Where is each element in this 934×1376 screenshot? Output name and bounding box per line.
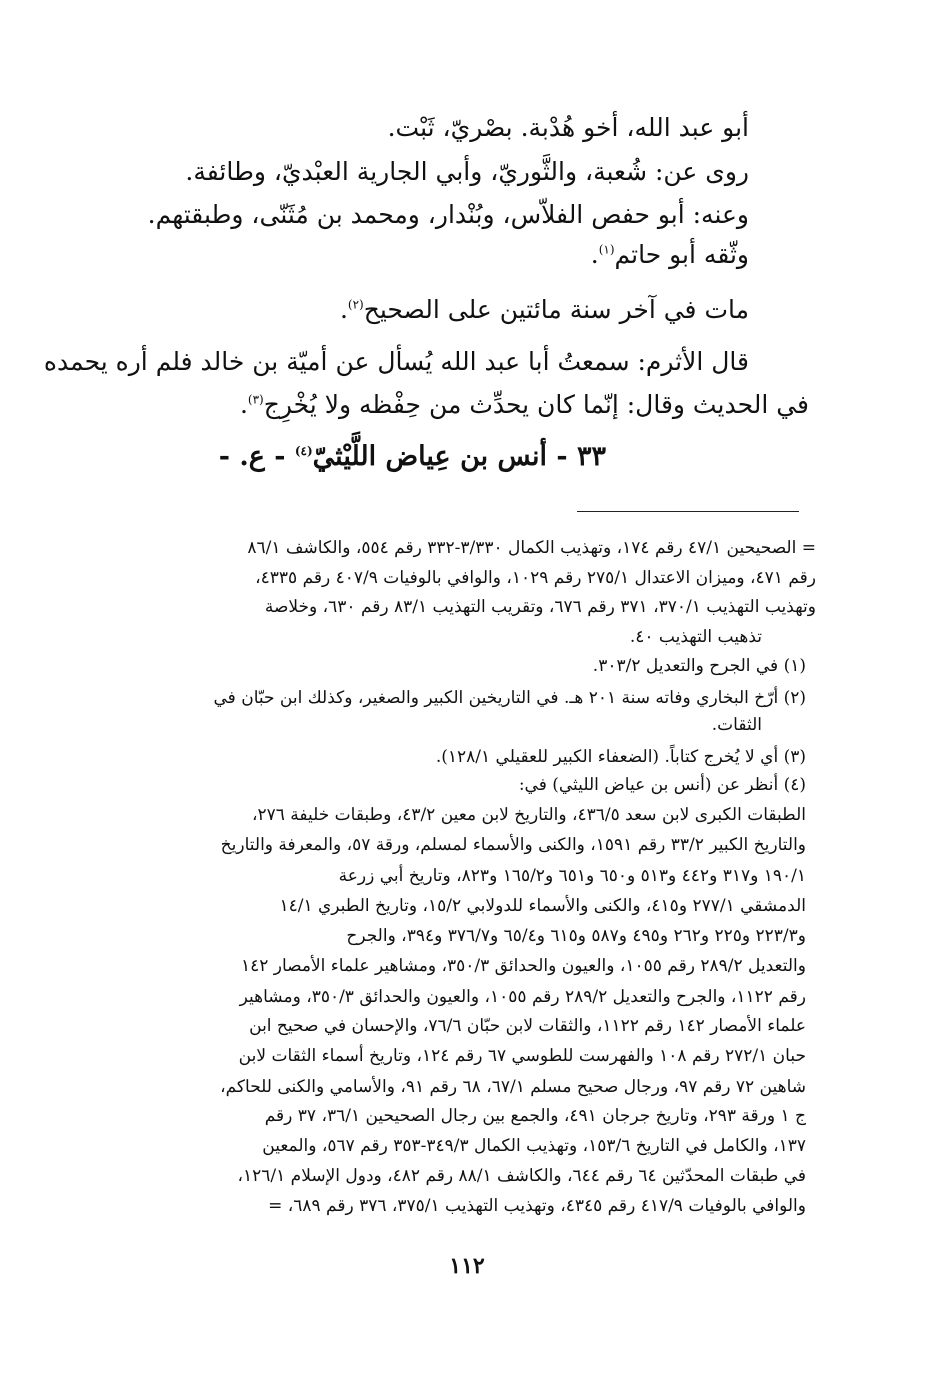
footnote-line: رقم ١١٢٢، والجرح والتعديل ٢٨٩/٢ رقم ١٠٥٥، والعيون والحدائق ٣٥٠/٣، ومشاهير xyxy=(239,987,806,1007)
footnote-line: الطبقات الكبرى لابن سعد ٤٣٦/٥، والتاريخ لابن معين ٤٣/٢، وطبقات خليفة ٢٧٦، xyxy=(251,805,806,825)
footnote-line: ج ١ ورقة ٢٩٣، وتاريخ جرجان ٤٩١، والجمع بين رجال الصحيحين ٣٦/١، ٣٧ رقم xyxy=(264,1106,806,1126)
footnote-line: علماء الأمصار ١٤٢ رقم ١١٢٢، والثقات لابن حبّان ٧٦/٦، والإحسان في صحيح ابن xyxy=(249,1016,806,1036)
footnote-line: (٢) أرّخ البخاري وفاته سنة ٢٠١ هـ. في التاريخين الكبير والصغير، وكذلك ابن حبّان في xyxy=(213,688,806,708)
footnote-line: الثقات. xyxy=(711,715,762,735)
footnote-line: الدمشقي ٢٧٧/١ و٤١٥، والكنى والأسماء للدولابي ١٥/٢، وتاريخ الطبري ١٤/١ xyxy=(279,896,806,916)
text-line: مات في آخر سنة مائتين على الصحيح$^{(٢)}$. xyxy=(339,295,749,324)
footnote-line: وتهذيب التهذيب ٣٧٠/١، ٣٧١ رقم ٦٧٦، وتقريب التهذيب ٨٣/١ رقم ٦٣٠، وخلاصة xyxy=(264,597,816,617)
footnote-ref: (٣) xyxy=(247,392,264,407)
footnote-line: حبان ٢٧٢/١ رقم ١٠٨ والفهرست للطوسي ٦٧ رقم ١٢٤، وتاريخ أسماء الثقات لابن xyxy=(238,1046,806,1066)
page-number: ١١٢ xyxy=(449,1253,485,1279)
footnote-line: (٤) أنظر عن (أنس بن عياض الليثي) في: xyxy=(518,775,806,795)
text-line: أبو عبد الله، أخو هُدْبة. بصْريّ، ثَبْت. xyxy=(387,113,749,142)
footnote-line: رقم ٤٧١، وميزان الاعتدال ٢٧٥/١ رقم ١٠٢٩، والوافي بالوفيات ٤٠٧/٩ رقم ٤٣٣٥، xyxy=(255,568,816,588)
footnote-line: شاهين ٧٢ رقم ٩٧، ورجال صحيح مسلم ٦٧/١، ٦٨ رقم ٩١، والأسامي والكنى للحاكم، xyxy=(220,1077,806,1097)
footnote-ref: (١) xyxy=(598,242,615,257)
footnote-line: و٢٢٣/٣ و٢٢٥ و٢٦٢ و٤٩٥ و٥٨٧ و٦١٥ و٦٥/٤ و٣٧٦/٧ و٣٩٤، والجرح xyxy=(346,926,806,946)
text-line: في الحديث وقال: إنّما كان يحدِّث من حِفْظه ولا يُخْرِج$^{(٣)}$. xyxy=(239,390,809,419)
footnote-line: والتاريخ الكبير ٣٣/٢ رقم ١٥٩١، والكنى والأسماء لمسلم، ورقة ٥٧، والمعرفة والتاريخ xyxy=(220,835,806,855)
footnote-line: في طبقات المحدّثين ٦٤ رقم ٦٤٤، والكاشف ٨٨/١ رقم ٤٨٢، ودول الإسلام ١٢٦/١، xyxy=(237,1166,806,1186)
footnote-line: والوافي بالوفيات ٤١٧/٩ رقم ٤٣٤٥، وتهذيب التهذيب ٣٧٥/١، ٣٧٦ رقم ٦٨٩، = xyxy=(268,1196,806,1216)
footnote-ref: (٢) xyxy=(347,297,364,312)
text-line: وعنه: أبو حفص الفلاّس، وبُنْدار، ومحمد بن مُثَنّى، وطبقتهم. xyxy=(147,200,749,229)
text-line: قال الأثرم: سمعتُ أبا عبد الله يُسأل عن أميّة بن خالد فلم أره يحمده xyxy=(43,347,749,376)
text-line: روى عن: شُعبة، والثَّوريّ، وأبي الجارية العبْديّ، وطائفة. xyxy=(185,157,749,186)
text-line: وثّقه أبو حاتم$^{(١)}$. xyxy=(590,240,749,269)
footnote-line: والتعديل ٢٨٩/٢ رقم ١٠٥٥، والعيون والحدائق ٣٥٠/٣، ومشاهير علماء الأمصار ١٤٢ xyxy=(240,956,806,976)
footnote-line: ١٣٧، والكامل في التاريخ ١٥٣/٦، وتهذيب الكمال ٣٤٩/٣-٣٥٣ رقم ٥٦٧، والمعين xyxy=(262,1136,806,1156)
footnote-line: (٣) أي لا يُخرج كتاباً. (الضعفاء الكبير للعقيلي ١٢٨/١). xyxy=(435,747,806,767)
footnote-separator xyxy=(577,511,799,512)
footnote-line: = الصحيحين ٤٧/١ رقم ١٧٤، وتهذيب الكمال ٣/٣٣٠-٣٣٢ رقم ٥٥٤، والكاشف ٨٦/١ xyxy=(247,538,816,558)
footnote-ref: (٤) xyxy=(294,444,313,458)
footnote-line: ١٩٠/١ و٣١٧ و٤٤٢ و٥١٣ و٦٥٠ و٦٥١ و١٦٥/٢ و٨٢٣، وتاريخ أبي زرعة xyxy=(338,866,806,886)
footnote-line: (١) في الجرح والتعديل ٣٠٣/٢. xyxy=(592,656,806,676)
entry-heading: ٣٣ - أنس بن عِياض اللَّيْثيّ$^{(٤)}$ - ع. - xyxy=(218,441,606,472)
footnote-line: تذهيب التهذيب ٤٠. xyxy=(629,627,762,647)
